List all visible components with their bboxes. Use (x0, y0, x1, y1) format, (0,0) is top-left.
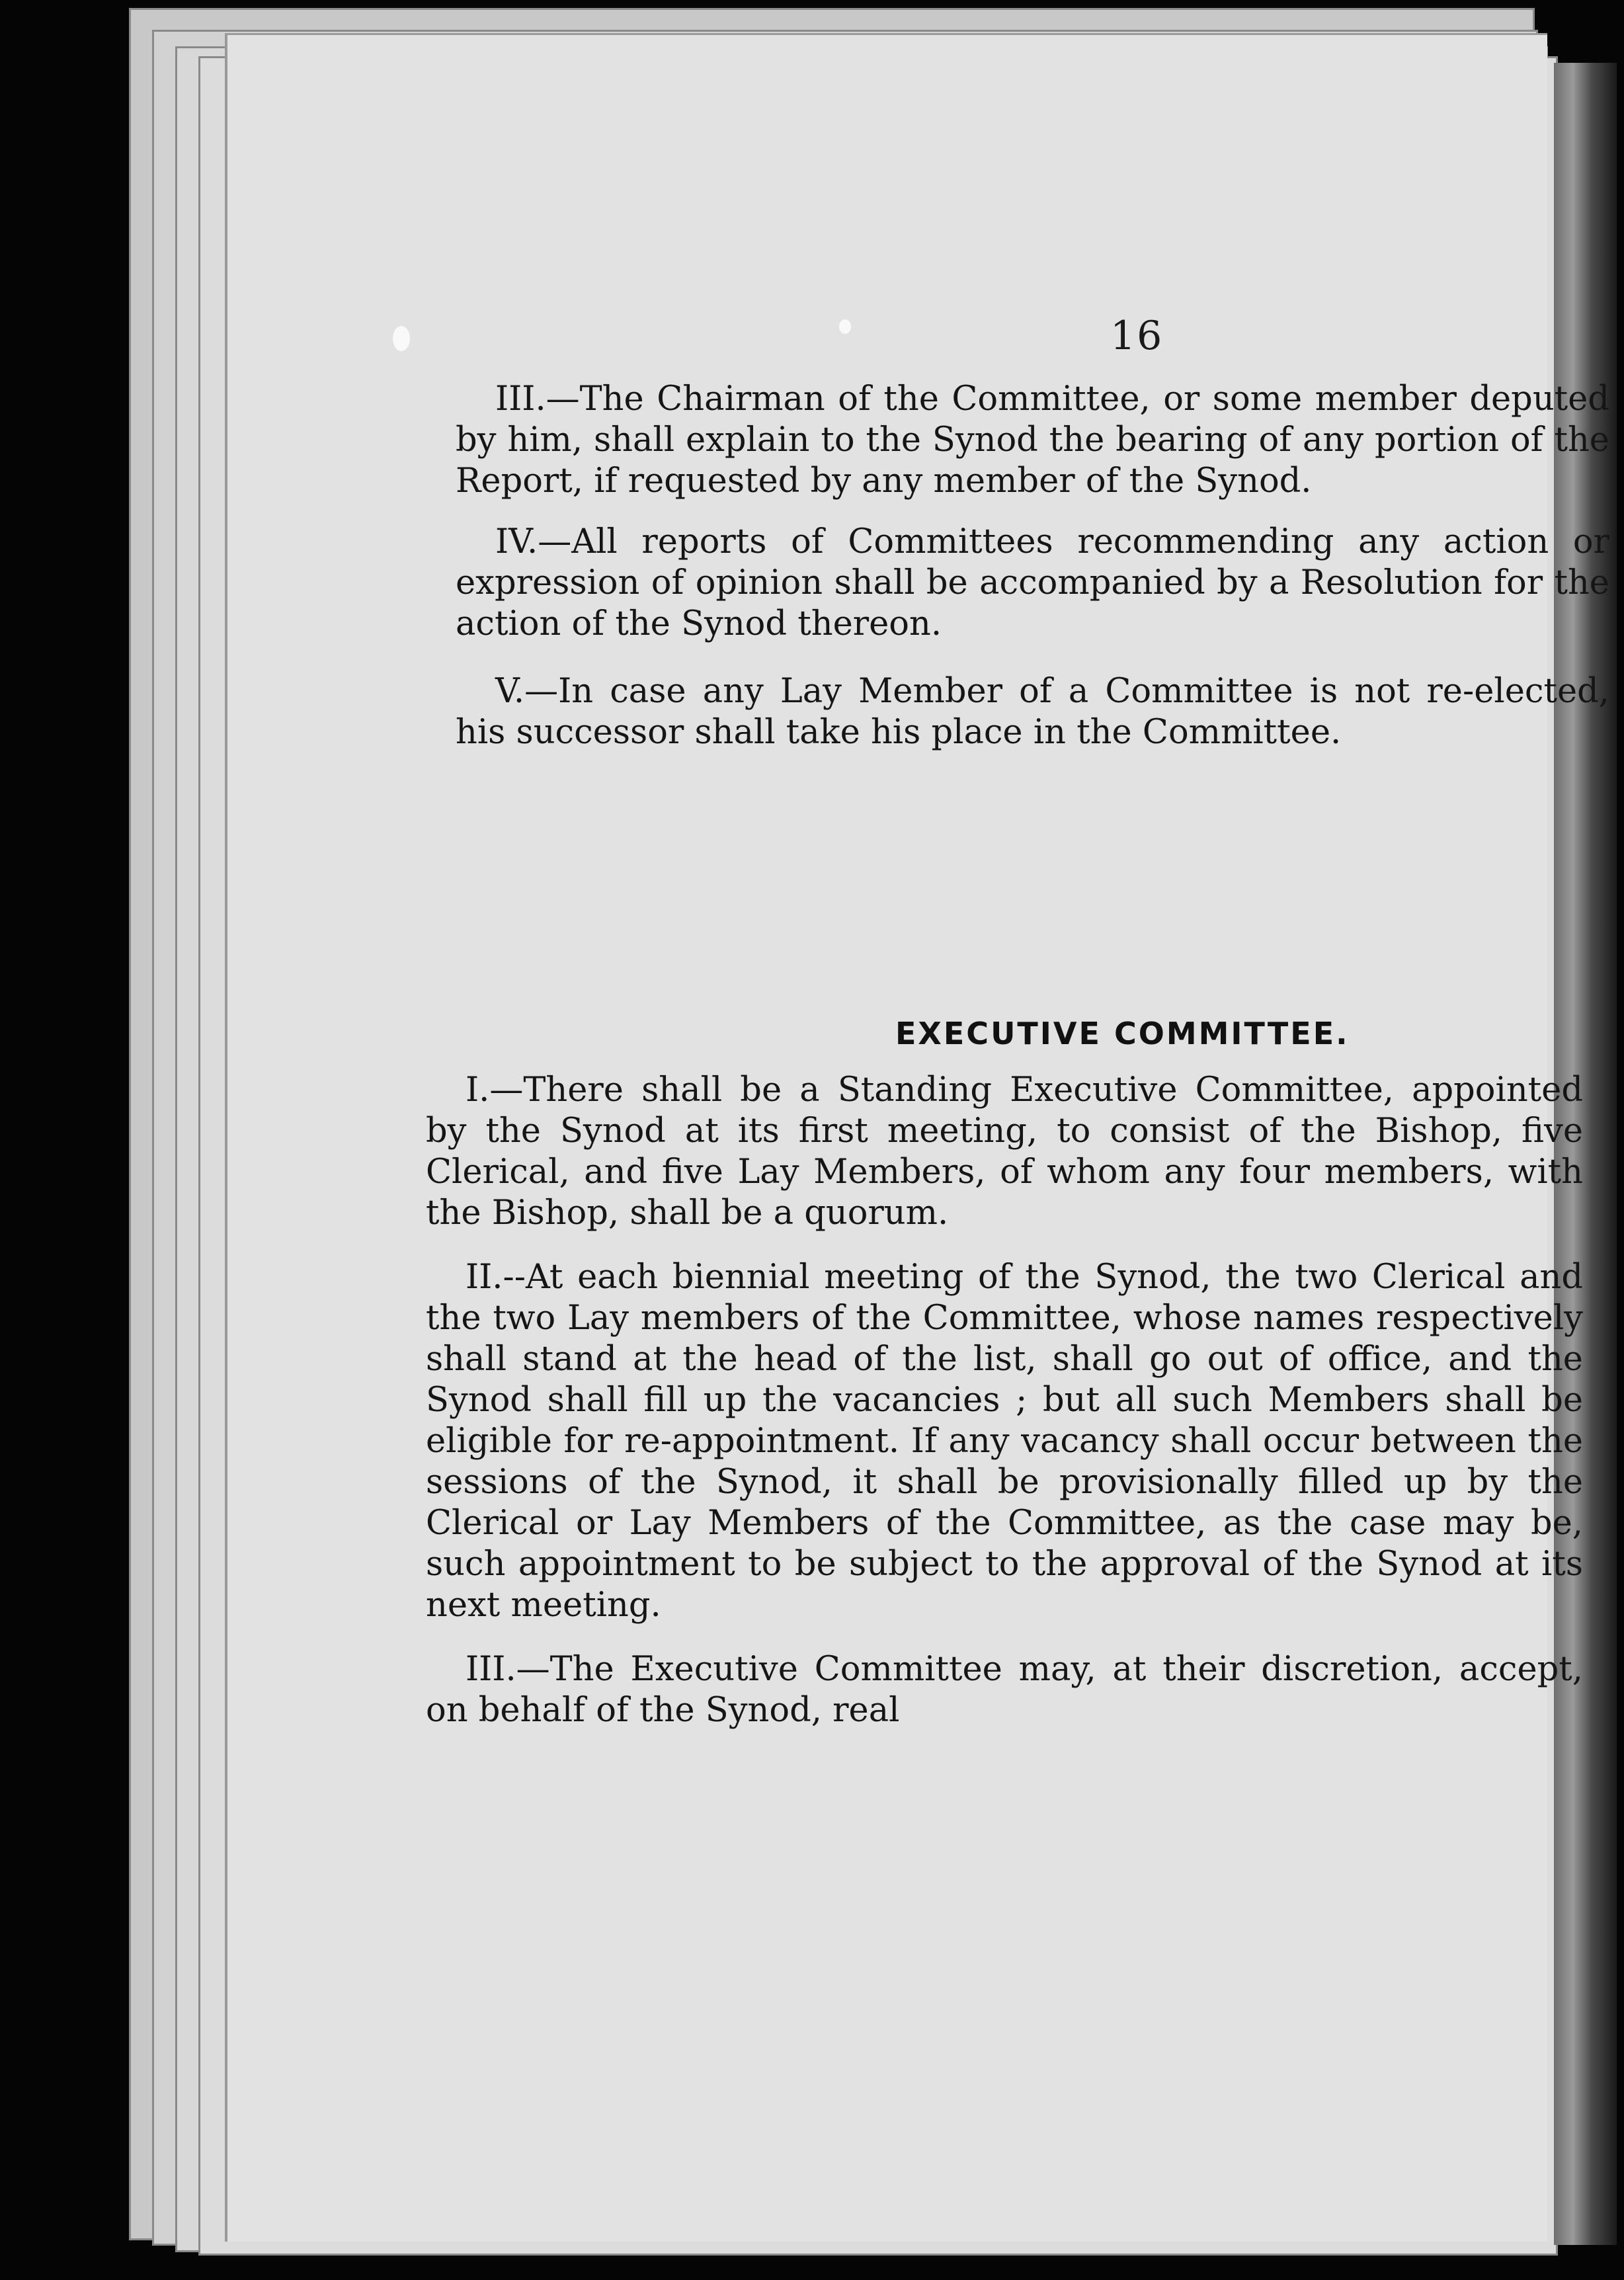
paragraph-iv-reports: IV.—All reports of Committees recommending any action or expression of opinion shall be accompanied by a Resolution for the action of the Synod thereon. (456, 522, 1609, 643)
paper-speck (393, 326, 410, 351)
paragraph-v-lay-member: V.—In case any Lay Member of a Committee is not re-elected, his successor shall take his place in the Committee. (456, 672, 1609, 752)
page-number: 16 (1110, 313, 1164, 359)
paragraph-i-standing-committee: I.—There shall be a Standing Executive Committee, appointed by the Synod at its first meeting, to consist of the Bishop, five Clerical, and five Lay Members, of whom any four members, with the Bishop, shall be a quorum. (426, 1071, 1583, 1233)
paragraph-iii-executive-committee: III.—The Executive Committee may, at their discretion, accept, on behalf of the Synod, real (426, 1650, 1583, 1730)
paper-speck (839, 319, 851, 334)
top-section (456, 379, 1609, 753)
document-page (225, 33, 1609, 2242)
paragraph-iii-chairman: III.—The Chairman of the Committee, or some member deputed by him, shall explain to the Synod the bearing of any portion of the Report, if requested by any member of the Synod. (456, 380, 1609, 501)
section-heading-executive-committee: EXECUTIVE COMMITTEE. (895, 1016, 1350, 1051)
paragraph-ii-biennial-meeting: II.--At each biennial meeting of the Synod, the two Clerical and the two Lay members of the Committee, whose names respectively shall stand at the head of the list, shall go out of office, and the Synod shall fill up the vacancies ; but all such Members shall be eligible for re-appointment. If any vacancy shall occur between the sessions of the Synod, it shall be provisionally filled up by the Clerical or Lay Members of the Committee, as the case may be, such appointment to be subject to the approval of the Synod at its next meeting. (426, 1258, 1583, 1625)
executive-committee-section (426, 1070, 1583, 1731)
